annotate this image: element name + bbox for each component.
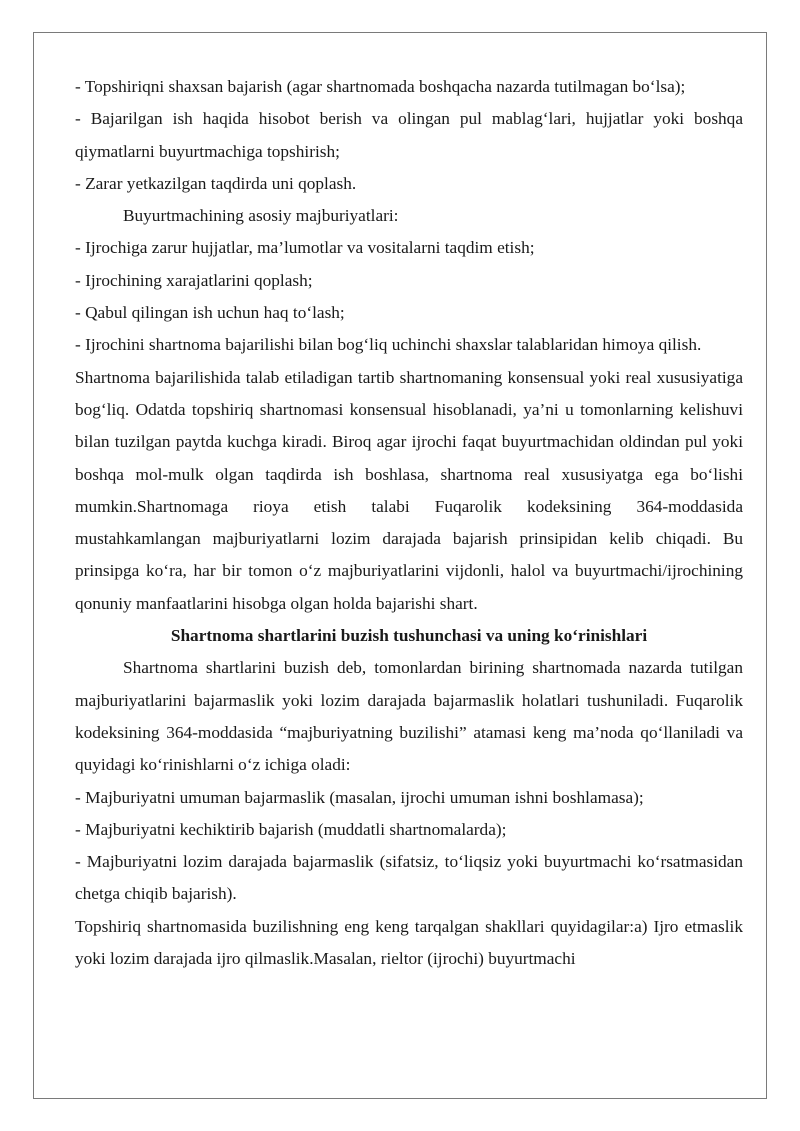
list-item-compensate-damage: - Zarar yetkazilgan taqdirda uni qoplash. — [75, 173, 357, 193]
section-heading: Shartnoma shartlarini buzish tushunchasi va uning ko‘rinishlari — [170, 626, 648, 646]
paragraph-common-breaches: Topshiriq shartnomasida buzilishning eng keng tarqalgan shakllari quyidagilar:a) Ijro etmaslik yoki lozim darajada ijro qilmaslik.Masalan, rieltor (ijrochi) buyurtmachi — [75, 916, 743, 969]
list-item-delayed-performance: - Majburiyatni kechiktirib bajarish (muddatli shartnomalarda); — [75, 819, 507, 839]
list-item-provide-documents: - Ijrochiga zarur hujjatlar, ma’lumotlar va vositalarni taqdim etish; — [75, 238, 535, 258]
document-body — [75, 71, 743, 975]
list-item-protect-executor: - Ijrochini shartnoma bajarilishi bilan bog‘liq uchinchi shaxslar talablaridan himoya qilish. — [75, 335, 702, 355]
paragraph-breach-definition: Shartnoma shartlarini buzish deb, tomonlardan birining shartnomada nazarda tutilgan majburiyatlarini bajarmaslik yoki lozim darajada bajarmaslik holatlari tushuniladi. Fuqarolik kodeksining 364-moddasida “majburiyatning buzilishi” atamasi keng ma’noda qo‘llaniladi va quyidagi ko‘rinishlarni o‘z ichiga oladi: — [75, 658, 743, 775]
paragraph-contract-nature: Shartnoma bajarilishida talab etiladigan tartib shartnomaning konsensual yoki real xususiyatiga bog‘liq. Odatda topshiriq shartnomasi konsensual hisoblanadi, ya’ni u tomonlarning kelishuvi bilan tuzilgan paytda kuchga kiradi. Biroq agar ijrochi faqat buyurtmachidan oldindan pul yoki boshqa mol-mulk olgan taqdirda ish boshlasa, shartnoma real xususiyatga ega bo‘lishi mumkin.Shartnomaga rioya etish talabi Fuqarolik kodeksining 364-moddasida mustahkamlangan majburiyatlarni lozim darajada bajarish prinsipidan kelib chiqadi. Bu prinsipga ko‘ra, har bir tomon o‘z majburiyatlarini vijdonli, halol va buyurtmachi/ijrochining qonuniy manfaatlarini hisobga olgan holda bajarishi shart. — [75, 367, 743, 613]
list-item-report-and-transfer: - Bajarilgan ish haqida hisobot berish va olingan pul mablag‘lari, hujjatlar yoki boshqa qiymatlarni buyurtmachiga topshirish; — [75, 109, 743, 161]
list-item-non-performance: - Majburiyatni umuman bajarmaslik (masalan, ijrochi umuman ishni boshlamasa); — [75, 787, 644, 807]
list-item-reimburse-expenses: - Ijrochining xarajatlarini qoplash; — [75, 270, 313, 290]
list-item-personal-execution: - Topshiriqni shaxsan bajarish (agar shartnomada boshqacha nazarda tutilmagan bo‘lsa); — [75, 77, 686, 96]
client-obligations-intro: Buyurtmachining asosiy majburiyatlari: — [123, 206, 399, 226]
list-item-pay-fee: - Qabul qilingan ish uchun haq to‘lash; — [75, 303, 345, 323]
list-item-improper-performance: - Majburiyatni lozim darajada bajarmaslik (sifatsiz, to‘liqsiz yoki buyurtmachi ko‘rsatmasidan chetga chiqib bajarish). — [75, 852, 743, 904]
